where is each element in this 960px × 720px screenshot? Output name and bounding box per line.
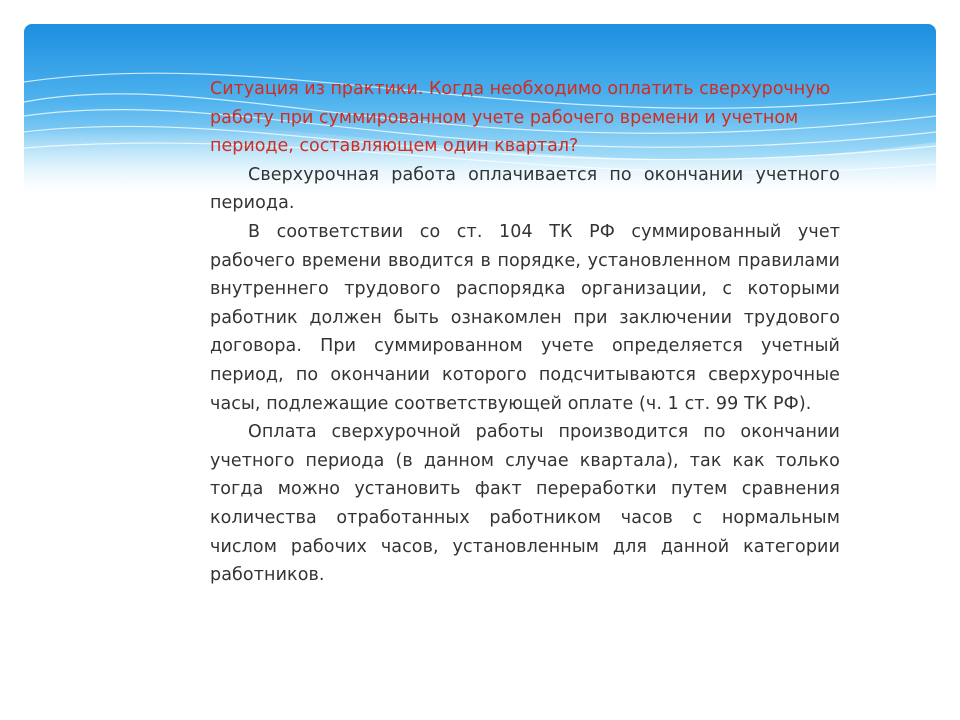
paragraph-payment-timing: Оплата сверхурочной работы производится по окончании учетного периода (в данном случае квартала), так как только тогда можно установить факт переработки путем сравнения количества отработанных работником часов с нормальным числом рабочих часов, установленным для данной категории работников. (210, 422, 840, 586)
paragraph-article-104: В соответствии со ст. 104 ТК РФ суммированный учет рабочего времени вводится в порядке, установленном правилами внутреннего трудового распорядка организации, с которыми работник должен быть ознакомлен при заключении трудового договора. При суммированном учете определяется учетный период, по окончании которого подсчитываются сверхурочные часы, подлежащие соответствующей оплате (ч. 1 ст. 99 ТК РФ). (210, 221, 840, 414)
slide-content (210, 75, 840, 590)
paragraph-overtime-payment: Сверхурочная работа оплачивается по окончании учетного периода. (210, 164, 840, 214)
slide-heading: Ситуация из практики. Когда необходимо оплатить сверхурочную работу при суммированном учете рабочего времени и учетном периоде, составляющем один квартал? (210, 79, 831, 157)
